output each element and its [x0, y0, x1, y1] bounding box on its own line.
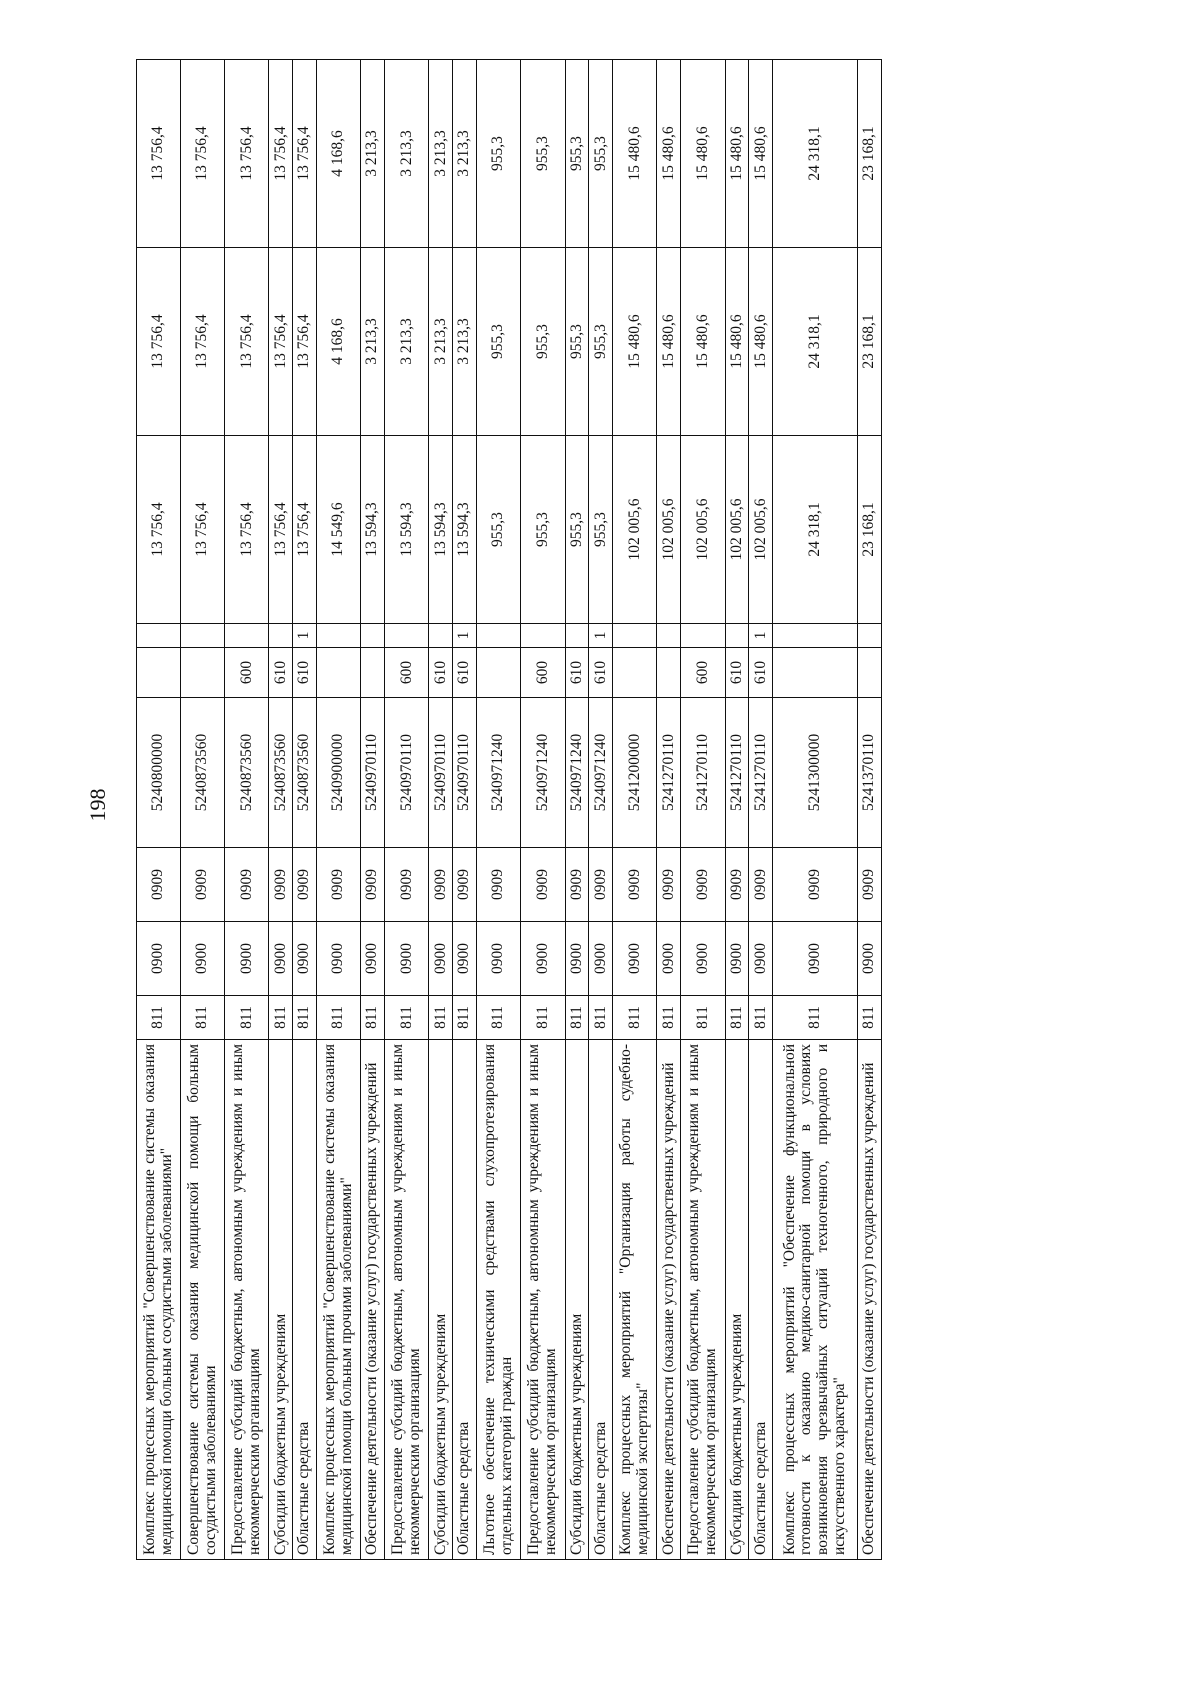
cell-ved: 811	[749, 996, 773, 1040]
cell-ved: 811	[613, 996, 657, 1040]
cell-ved: 811	[429, 996, 453, 1040]
cell-name: Обеспечение деятельности (оказание услуг) государственных учреждений	[657, 1040, 681, 1560]
cell-fund-flag	[181, 624, 225, 648]
cell-name: Льготное обеспечение техническими средствами слухопротезирования отдельных категорий граждан	[477, 1040, 521, 1560]
cell-fund-flag	[385, 624, 429, 648]
cell-fund-flag	[657, 624, 681, 648]
table-row	[225, 60, 269, 1560]
cell-sum-2: 4 168,6	[317, 248, 361, 436]
budget-table	[136, 59, 882, 1560]
table-row	[565, 60, 589, 1560]
table-row	[453, 60, 477, 1560]
cell-sum-1: 23 168,1	[858, 436, 882, 624]
cell-subsection: 0909	[477, 848, 521, 922]
cell-fund-flag	[725, 624, 749, 648]
cell-section: 0900	[858, 922, 882, 996]
cell-name: Предоставление субсидий бюджетным, автономным учреждениям и иным некоммерческим организациям	[225, 1040, 269, 1560]
cell-sum-2: 15 480,6	[749, 248, 773, 436]
page-number: 198	[85, 788, 110, 822]
cell-sum-3: 13 756,4	[181, 60, 225, 248]
cell-expense-type: 600	[385, 648, 429, 698]
cell-target-article: 5241270110	[749, 698, 773, 848]
cell-ved: 811	[565, 996, 589, 1040]
table-row	[385, 60, 429, 1560]
cell-ved: 811	[293, 996, 317, 1040]
cell-sum-3: 13 756,4	[225, 60, 269, 248]
cell-sum-2: 955,3	[521, 248, 565, 436]
cell-target-article: 5240971240	[477, 698, 521, 848]
table-row	[681, 60, 725, 1560]
cell-section: 0900	[225, 922, 269, 996]
cell-subsection: 0909	[385, 848, 429, 922]
cell-sum-1: 13 756,4	[181, 436, 225, 624]
cell-sum-1: 955,3	[521, 436, 565, 624]
cell-target-article: 5240970110	[385, 698, 429, 848]
cell-sum-1: 102 005,6	[681, 436, 725, 624]
cell-target-article: 5240873560	[181, 698, 225, 848]
cell-expense-type	[657, 648, 681, 698]
cell-target-article: 5240800000	[137, 698, 181, 848]
cell-sum-2: 24 318,1	[773, 248, 858, 436]
table-row	[773, 60, 858, 1560]
table-row	[181, 60, 225, 1560]
cell-expense-type	[361, 648, 385, 698]
cell-expense-type: 610	[269, 648, 293, 698]
cell-fund-flag: 1	[453, 624, 477, 648]
cell-target-article: 5241270110	[657, 698, 681, 848]
cell-expense-type	[477, 648, 521, 698]
cell-name: Предоставление субсидий бюджетным, автономным учреждениям и иным некоммерческим организациям	[385, 1040, 429, 1560]
cell-fund-flag	[361, 624, 385, 648]
cell-section: 0900	[477, 922, 521, 996]
cell-sum-1: 955,3	[589, 436, 613, 624]
cell-sum-3: 955,3	[589, 60, 613, 248]
cell-sum-1: 13 756,4	[225, 436, 269, 624]
cell-name: Предоставление субсидий бюджетным, автономным учреждениям и иным некоммерческим организациям	[521, 1040, 565, 1560]
cell-subsection: 0909	[317, 848, 361, 922]
cell-fund-flag	[429, 624, 453, 648]
cell-sum-3: 15 480,6	[749, 60, 773, 248]
cell-fund-flag	[137, 624, 181, 648]
cell-subsection: 0909	[773, 848, 858, 922]
cell-subsection: 0909	[565, 848, 589, 922]
cell-target-article: 5240970110	[429, 698, 453, 848]
table-row	[269, 60, 293, 1560]
cell-sum-3: 955,3	[521, 60, 565, 248]
cell-fund-flag	[565, 624, 589, 648]
cell-sum-2: 3 213,3	[429, 248, 453, 436]
cell-sum-1: 102 005,6	[749, 436, 773, 624]
cell-expense-type	[181, 648, 225, 698]
cell-target-article: 5240873560	[293, 698, 317, 848]
cell-name: Комплекс процессных мероприятий "Совершенствование системы оказания медицинской помощи больным сосудистыми заболеваниями"	[137, 1040, 181, 1560]
table-row	[477, 60, 521, 1560]
cell-subsection: 0909	[361, 848, 385, 922]
cell-expense-type: 610	[565, 648, 589, 698]
cell-sum-2: 13 756,4	[225, 248, 269, 436]
cell-section: 0900	[589, 922, 613, 996]
cell-sum-1: 13 594,3	[453, 436, 477, 624]
cell-sum-2: 3 213,3	[453, 248, 477, 436]
cell-sum-1: 14 549,6	[317, 436, 361, 624]
cell-ved: 811	[181, 996, 225, 1040]
cell-name: Субсидии бюджетным учреждениям	[269, 1040, 293, 1560]
cell-sum-3: 13 756,4	[137, 60, 181, 248]
cell-fund-flag	[858, 624, 882, 648]
cell-sum-3: 15 480,6	[657, 60, 681, 248]
cell-sum-3: 3 213,3	[385, 60, 429, 248]
cell-fund-flag: 1	[293, 624, 317, 648]
cell-section: 0900	[521, 922, 565, 996]
cell-name: Обеспечение деятельности (оказание услуг) государственных учреждений	[858, 1040, 882, 1560]
cell-sum-2: 13 756,4	[137, 248, 181, 436]
cell-sum-3: 955,3	[565, 60, 589, 248]
cell-sum-3: 13 756,4	[293, 60, 317, 248]
cell-subsection: 0909	[725, 848, 749, 922]
cell-subsection: 0909	[681, 848, 725, 922]
table-row	[429, 60, 453, 1560]
cell-fund-flag	[613, 624, 657, 648]
cell-target-article: 5240971240	[565, 698, 589, 848]
cell-sum-2: 3 213,3	[361, 248, 385, 436]
cell-ved: 811	[681, 996, 725, 1040]
table-body	[137, 60, 882, 1560]
cell-expense-type	[858, 648, 882, 698]
cell-sum-1: 13 594,3	[385, 436, 429, 624]
table-row	[589, 60, 613, 1560]
cell-section: 0900	[565, 922, 589, 996]
cell-subsection: 0909	[225, 848, 269, 922]
cell-sum-1: 13 756,4	[269, 436, 293, 624]
cell-expense-type	[137, 648, 181, 698]
cell-sum-3: 15 480,6	[613, 60, 657, 248]
rotated-table-wrapper	[136, 60, 882, 1560]
cell-section: 0900	[773, 922, 858, 996]
cell-sum-2: 13 756,4	[269, 248, 293, 436]
cell-target-article: 5241300000	[773, 698, 858, 848]
cell-subsection: 0909	[453, 848, 477, 922]
cell-section: 0900	[613, 922, 657, 996]
cell-target-article: 5241370110	[858, 698, 882, 848]
cell-ved: 811	[657, 996, 681, 1040]
cell-target-article: 5241270110	[681, 698, 725, 848]
cell-target-article: 5240971240	[521, 698, 565, 848]
cell-ved: 811	[385, 996, 429, 1040]
cell-sum-3: 15 480,6	[725, 60, 749, 248]
cell-ved: 811	[725, 996, 749, 1040]
cell-name: Областные средства	[589, 1040, 613, 1560]
cell-subsection: 0909	[613, 848, 657, 922]
cell-sum-1: 13 594,3	[361, 436, 385, 624]
cell-ved: 811	[361, 996, 385, 1040]
table-row	[613, 60, 657, 1560]
table-row	[657, 60, 681, 1560]
cell-sum-3: 3 213,3	[361, 60, 385, 248]
cell-section: 0900	[657, 922, 681, 996]
cell-section: 0900	[181, 922, 225, 996]
cell-sum-3: 13 756,4	[269, 60, 293, 248]
cell-name: Областные средства	[293, 1040, 317, 1560]
cell-ved: 811	[269, 996, 293, 1040]
cell-sum-3: 24 318,1	[773, 60, 858, 248]
cell-expense-type: 610	[453, 648, 477, 698]
cell-target-article: 5240970110	[453, 698, 477, 848]
cell-fund-flag	[225, 624, 269, 648]
cell-expense-type: 610	[589, 648, 613, 698]
cell-sum-3: 955,3	[477, 60, 521, 248]
cell-fund-flag: 1	[589, 624, 613, 648]
cell-subsection: 0909	[429, 848, 453, 922]
cell-ved: 811	[137, 996, 181, 1040]
cell-subsection: 0909	[589, 848, 613, 922]
cell-sum-3: 23 168,1	[858, 60, 882, 248]
cell-sum-2: 15 480,6	[657, 248, 681, 436]
cell-section: 0900	[269, 922, 293, 996]
cell-fund-flag	[521, 624, 565, 648]
cell-name: Совершенствование системы оказания медицинской помощи больным сосудистыми заболеваниями	[181, 1040, 225, 1560]
table-row	[137, 60, 181, 1560]
cell-ved: 811	[317, 996, 361, 1040]
cell-ved: 811	[589, 996, 613, 1040]
cell-fund-flag	[681, 624, 725, 648]
cell-section: 0900	[293, 922, 317, 996]
cell-name: Областные средства	[749, 1040, 773, 1560]
cell-ved: 811	[477, 996, 521, 1040]
cell-expense-type: 610	[725, 648, 749, 698]
cell-section: 0900	[137, 922, 181, 996]
cell-sum-1: 13 756,4	[293, 436, 317, 624]
table-row	[749, 60, 773, 1560]
cell-target-article: 5240900000	[317, 698, 361, 848]
cell-expense-type: 600	[225, 648, 269, 698]
cell-subsection: 0909	[749, 848, 773, 922]
cell-subsection: 0909	[657, 848, 681, 922]
cell-fund-flag	[317, 624, 361, 648]
cell-target-article: 5241200000	[613, 698, 657, 848]
cell-section: 0900	[681, 922, 725, 996]
cell-ved: 811	[858, 996, 882, 1040]
cell-sum-1: 13 756,4	[137, 436, 181, 624]
cell-sum-3: 15 480,6	[681, 60, 725, 248]
cell-ved: 811	[773, 996, 858, 1040]
cell-target-article: 5241270110	[725, 698, 749, 848]
cell-sum-1: 102 005,6	[725, 436, 749, 624]
cell-subsection: 0909	[521, 848, 565, 922]
cell-sum-1: 102 005,6	[657, 436, 681, 624]
cell-sum-1: 24 318,1	[773, 436, 858, 624]
table-row	[361, 60, 385, 1560]
cell-name: Субсидии бюджетным учреждениям	[429, 1040, 453, 1560]
cell-expense-type	[613, 648, 657, 698]
cell-subsection: 0909	[181, 848, 225, 922]
cell-section: 0900	[429, 922, 453, 996]
cell-sum-3: 4 168,6	[317, 60, 361, 248]
cell-name: Комплекс процессных мероприятий "Организация работы судебно-медицинской экспертизы"	[613, 1040, 657, 1560]
table-row	[293, 60, 317, 1560]
table-row	[521, 60, 565, 1560]
cell-name: Предоставление субсидий бюджетным, автономным учреждениям и иным некоммерческим организациям	[681, 1040, 725, 1560]
cell-expense-type: 610	[293, 648, 317, 698]
cell-target-article: 5240970110	[361, 698, 385, 848]
cell-sum-1: 13 594,3	[429, 436, 453, 624]
cell-sum-2: 955,3	[565, 248, 589, 436]
cell-fund-flag: 1	[749, 624, 773, 648]
cell-name: Комплекс процессных мероприятий "Совершенствование системы оказания медицинской помощи больным прочими заболеваниями"	[317, 1040, 361, 1560]
cell-name: Субсидии бюджетным учреждениям	[565, 1040, 589, 1560]
cell-section: 0900	[749, 922, 773, 996]
table-row	[858, 60, 882, 1560]
cell-sum-2: 15 480,6	[681, 248, 725, 436]
cell-sum-3: 3 213,3	[453, 60, 477, 248]
cell-ved: 811	[225, 996, 269, 1040]
cell-section: 0900	[361, 922, 385, 996]
cell-sum-2: 955,3	[477, 248, 521, 436]
cell-subsection: 0909	[269, 848, 293, 922]
cell-sum-3: 3 213,3	[429, 60, 453, 248]
cell-sum-2: 955,3	[589, 248, 613, 436]
cell-sum-1: 102 005,6	[613, 436, 657, 624]
cell-expense-type: 600	[521, 648, 565, 698]
cell-expense-type: 610	[429, 648, 453, 698]
cell-subsection: 0909	[293, 848, 317, 922]
cell-expense-type	[773, 648, 858, 698]
table-row	[317, 60, 361, 1560]
cell-section: 0900	[385, 922, 429, 996]
cell-sum-1: 955,3	[565, 436, 589, 624]
cell-expense-type: 600	[681, 648, 725, 698]
cell-target-article: 5240873560	[225, 698, 269, 848]
cell-target-article: 5240971240	[589, 698, 613, 848]
cell-target-article: 5240873560	[269, 698, 293, 848]
cell-name: Областные средства	[453, 1040, 477, 1560]
cell-subsection: 0909	[137, 848, 181, 922]
table-row	[725, 60, 749, 1560]
cell-expense-type: 610	[749, 648, 773, 698]
cell-fund-flag	[773, 624, 858, 648]
cell-ved: 811	[453, 996, 477, 1040]
cell-ved: 811	[521, 996, 565, 1040]
cell-section: 0900	[453, 922, 477, 996]
cell-sum-2: 3 213,3	[385, 248, 429, 436]
cell-name: Обеспечение деятельности (оказание услуг) государственных учреждений	[361, 1040, 385, 1560]
cell-section: 0900	[317, 922, 361, 996]
cell-fund-flag	[269, 624, 293, 648]
cell-sum-2: 13 756,4	[293, 248, 317, 436]
cell-sum-2: 13 756,4	[181, 248, 225, 436]
cell-name: Субсидии бюджетным учреждениям	[725, 1040, 749, 1560]
cell-sum-1: 955,3	[477, 436, 521, 624]
cell-fund-flag	[477, 624, 521, 648]
cell-sum-2: 15 480,6	[725, 248, 749, 436]
cell-sum-2: 15 480,6	[613, 248, 657, 436]
cell-subsection: 0909	[858, 848, 882, 922]
cell-sum-2: 23 168,1	[858, 248, 882, 436]
cell-section: 0900	[725, 922, 749, 996]
cell-expense-type	[317, 648, 361, 698]
cell-name: Комплекс процессных мероприятий "Обеспечение функциональной готовности к оказанию медико-санитарной помощи в условиях возникновения чрезвычайных ситуаций техногенного, природного и искусственного характера"	[773, 1040, 858, 1560]
